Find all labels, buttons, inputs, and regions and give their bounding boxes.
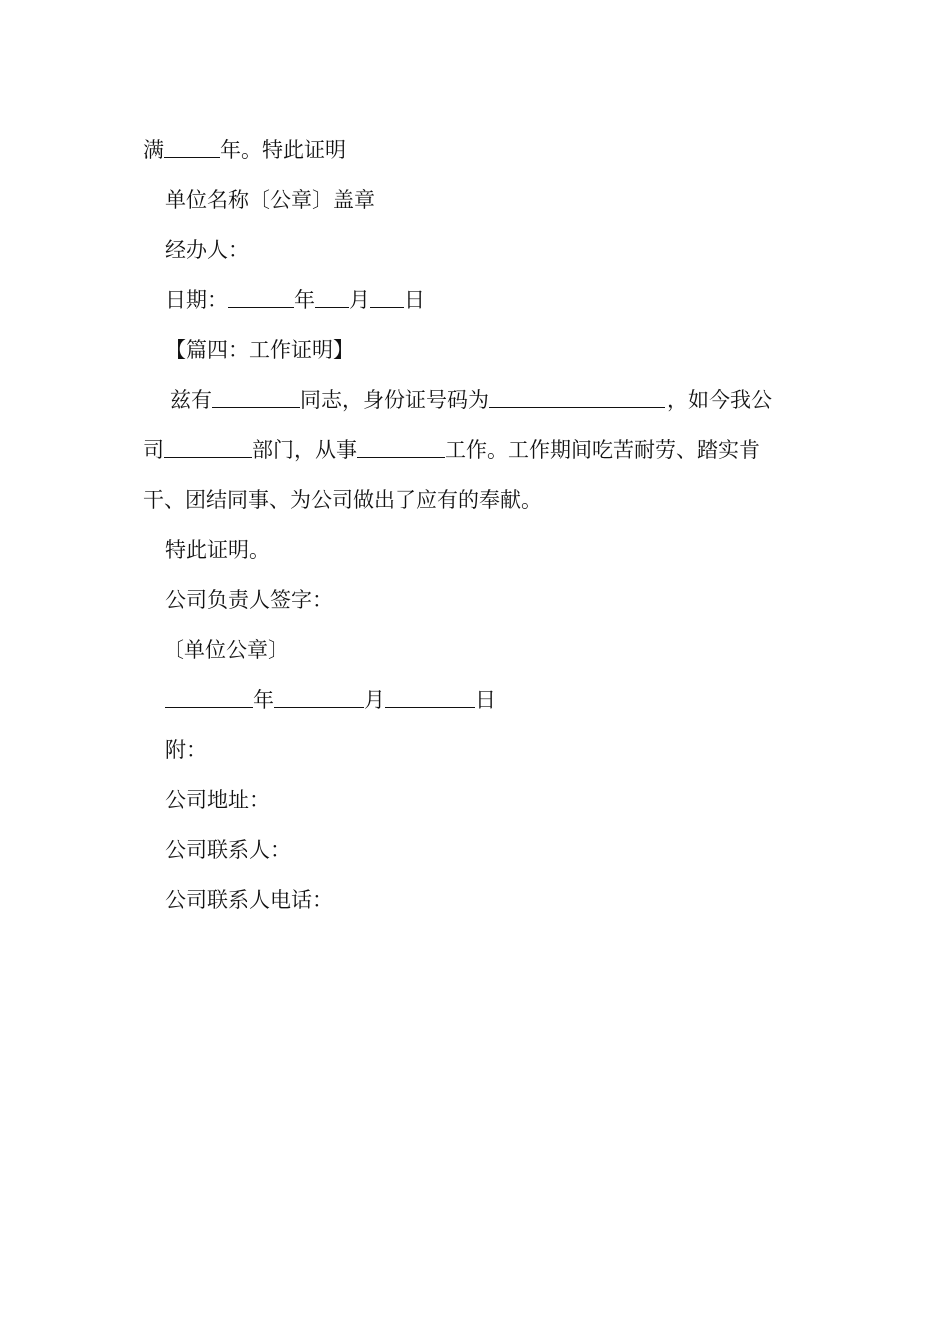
date-line: 日期： 年 月 日 — [165, 288, 425, 312]
job-blank[interactable] — [357, 437, 445, 458]
paragraph-line-1: 兹有 同志，身份证号码为 ，如今我公 — [170, 388, 772, 412]
years-blank[interactable] — [164, 137, 220, 158]
seal-line: 〔单位公章〕 — [163, 638, 289, 662]
signer-line: 公司负责人签字： — [165, 588, 333, 612]
year-blank-2[interactable] — [165, 687, 253, 708]
day-blank[interactable] — [370, 287, 404, 308]
company-contact-line: 公司联系人： — [165, 838, 291, 862]
certificate-closing-line: 满 年。特此证明 — [143, 138, 346, 162]
paragraph-line-2: 司 部门，从事 工作。工作期间吃苦耐劳、踏实肯 — [143, 438, 760, 462]
department-blank[interactable] — [164, 437, 252, 458]
company-address-line: 公司地址： — [165, 788, 270, 812]
attachment-label: 附： — [165, 738, 207, 762]
id-number-blank[interactable] — [489, 387, 665, 408]
month-blank-2[interactable] — [274, 687, 364, 708]
date-line-2: 年 月 日 — [165, 685, 496, 715]
unit-seal-line: 单位名称〔公章〕盖章 — [165, 188, 375, 212]
month-blank[interactable] — [315, 287, 349, 308]
section-heading: 【篇四：工作证明】 — [165, 338, 354, 362]
handler-line: 经办人： — [165, 238, 249, 262]
year-blank[interactable] — [228, 287, 294, 308]
paragraph-line-3: 干、团结同事、为公司做出了应有的奉献。 — [143, 488, 542, 512]
certify-text: 特此证明。 — [165, 538, 270, 562]
name-blank[interactable] — [212, 387, 300, 408]
company-phone-line: 公司联系人电话： — [165, 888, 333, 912]
day-blank-2[interactable] — [385, 687, 475, 708]
